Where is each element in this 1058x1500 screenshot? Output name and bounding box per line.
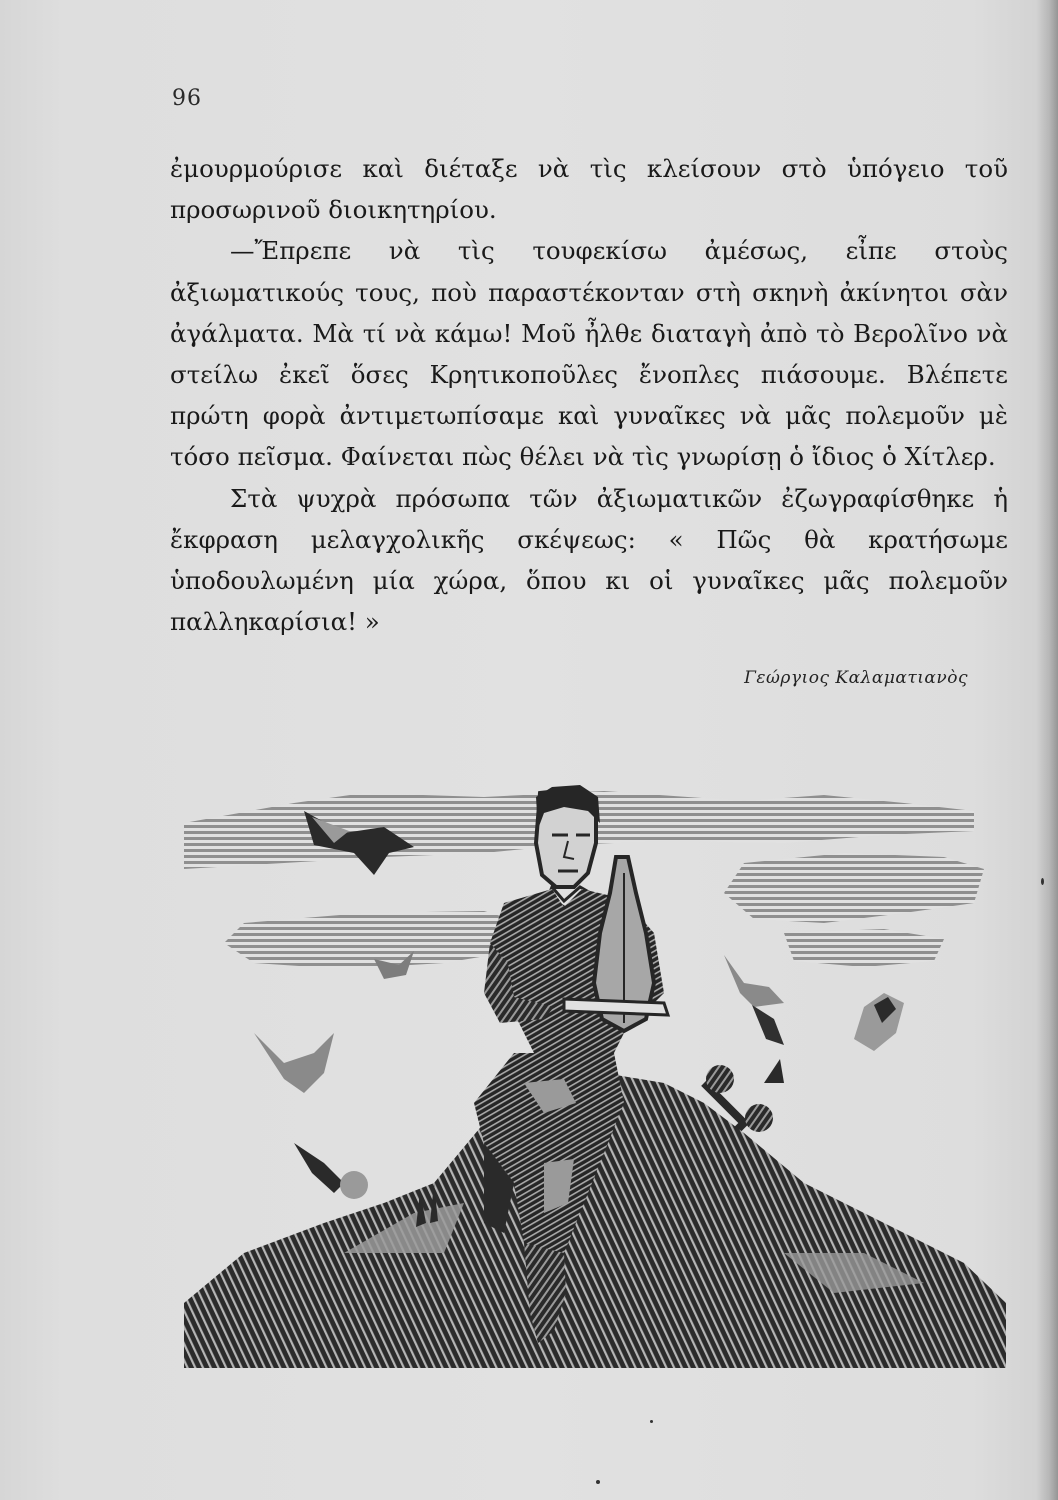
paper-speck: [1041, 878, 1044, 885]
paragraph: Στὰ ψυχρὰ πρόσωπα τῶν ἀξιωματικῶν ἐζωγραφίσθηκε ἡ ἔκφραση μελαγχολικῆς σκέψεως: « Πῶς θὰ κρατήσωμε ὑποδουλωμένη μία χώρα, ὅπου κι οἱ γυναῖκες μᾶς πολεμοῦν παλληκαρίσια! »: [170, 483, 1008, 637]
author-signature: Γεώργιος Καλαματιανὸς: [744, 668, 968, 688]
woodcut-illustration: [184, 783, 1006, 1368]
page-number: 96: [172, 86, 202, 111]
paper-speck: [596, 1480, 600, 1484]
paragraph: ἐμουρμούρισε καὶ διέταξε νὰ τὶς κλείσουν στὸ ὑπόγειο τοῦ προσωρινοῦ διοικητηρίου.: [170, 154, 1008, 225]
body-text: [170, 148, 1008, 642]
paragraph: —Ἔπρεπε νὰ τὶς τουφεκίσω ἀμέσως, εἶπε στοὺς ἀξιωματικούς τους, ποὺ παραστέκονταν στὴ σκηνὴ ἀκίνητοι σὰν ἀγάλματα. Μὰ τί νὰ κάμω! Μοῦ ἦλθε διαταγὴ ἀπὸ τὸ Βερολῖνο νὰ στείλω ἐκεῖ ὅσες Κρητικοποῦλες ἔνοπλες πιάσουμε. Βλέπετε πρώτη φορὰ ἀντιμετωπίσαμε καὶ γυναῖκες νὰ μᾶς πολεμοῦν μὲ τόσο πεῖσμα. Φαίνεται πὼς θέλει νὰ τὶς γνωρίσῃ ὁ ἴδιος ὁ Χίτλερ.: [170, 236, 1008, 472]
page-edge-shadow: [1036, 0, 1058, 1500]
paper-speck: [650, 1420, 653, 1423]
